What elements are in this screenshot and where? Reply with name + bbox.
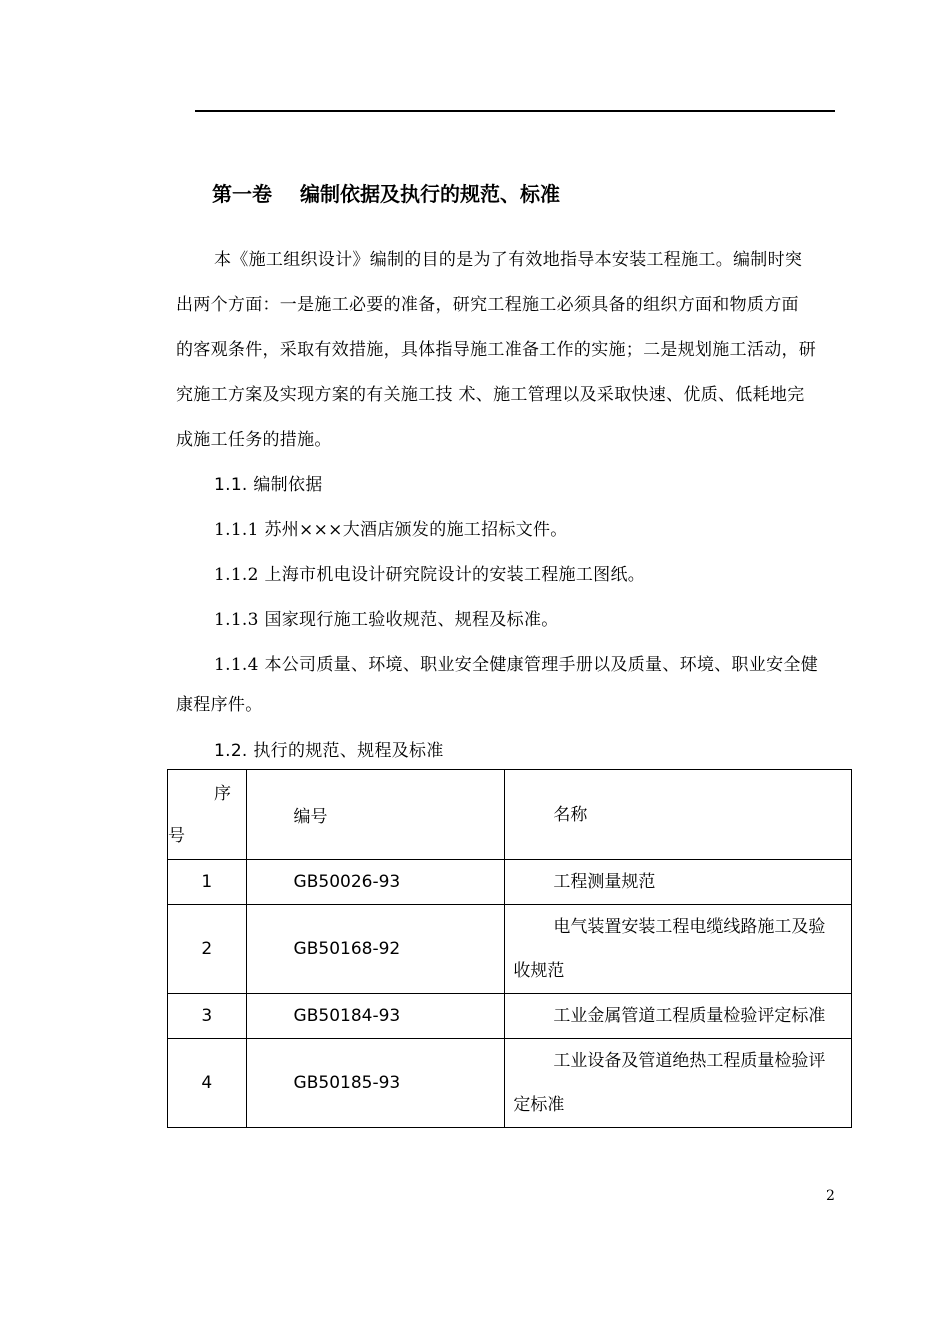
row-name: 工业设备及管道绝热工程质量检验评 定标准 (505, 1039, 852, 1128)
header-seq: 序 号 (168, 770, 247, 860)
row-seq: 1 (168, 860, 247, 905)
item-1-1-3: 1.1.3 国家现行施工验收规范、规程及标准。 (214, 610, 559, 630)
intro-line-2: 出两个方面：一是施工必要的准备，研究工程施工必须具备的组织方面和物质方面 (176, 295, 799, 315)
table-row (168, 1039, 852, 1128)
row-code: GB50168-92 (246, 905, 505, 994)
section-1-1-heading (214, 470, 323, 495)
section-1-2-title: 执行的规范、规程及标准 (253, 741, 444, 761)
chapter-label: 第一卷 (212, 182, 272, 206)
header-name: 名称 (505, 770, 852, 860)
row-code: GB50185-93 (246, 1039, 505, 1128)
item-1-1-4-line-2: 康程序件。 (176, 695, 263, 715)
intro-line-4: 究施工方案及实现方案的有关施工技 术、施工管理以及采取快速、优质、低耗地完 (176, 385, 805, 405)
item-1-1-1: 1.1.1 苏州×××大酒店颁发的施工招标文件。 (214, 520, 568, 540)
row-code: GB50184-93 (246, 994, 505, 1039)
row-name: 工程测量规范 (505, 860, 852, 905)
row-name: 工业金属管道工程质量检验评定标准 (505, 994, 852, 1039)
header-rule (195, 110, 835, 112)
table-header-row (168, 770, 852, 860)
row-seq: 2 (168, 905, 247, 994)
row-seq: 4 (168, 1039, 247, 1128)
item-1-1-4-line-1: 1.1.4 本公司质量、环境、职业安全健康管理手册以及质量、环境、职业安全健 (214, 655, 819, 675)
section-1-1-title: 编制依据 (253, 475, 323, 495)
standards-table (167, 769, 852, 1128)
table-row (168, 994, 852, 1039)
section-1-2-heading (214, 736, 444, 761)
row-code: GB50026-93 (246, 860, 505, 905)
chapter-heading: 编制依据及执行的规范、标准 (300, 182, 560, 206)
header-code: 编号 (246, 770, 505, 860)
section-1-1-number: 1.1. (214, 475, 248, 495)
item-1-1-2: 1.1.2 上海市机电设计研究院设计的安装工程施工图纸。 (214, 565, 646, 585)
intro-line-5: 成施工任务的措施。 (176, 430, 332, 450)
intro-line-3: 的客观条件，采取有效措施，具体指导施工准备工作的实施；二是规划施工活动，研 (176, 340, 817, 360)
section-1-2-number: 1.2. (214, 741, 248, 761)
row-name: 电气装置安装工程电缆线路施工及验 收规范 (505, 905, 852, 994)
table-row (168, 860, 852, 905)
row-seq: 3 (168, 994, 247, 1039)
table-row (168, 905, 852, 994)
chapter-title (212, 178, 560, 207)
intro-line-1: 本《施工组织设计》编制的目的是为了有效地指导本安装工程施工。编制时突 (214, 250, 803, 270)
page-number: 2 (826, 1188, 835, 1204)
